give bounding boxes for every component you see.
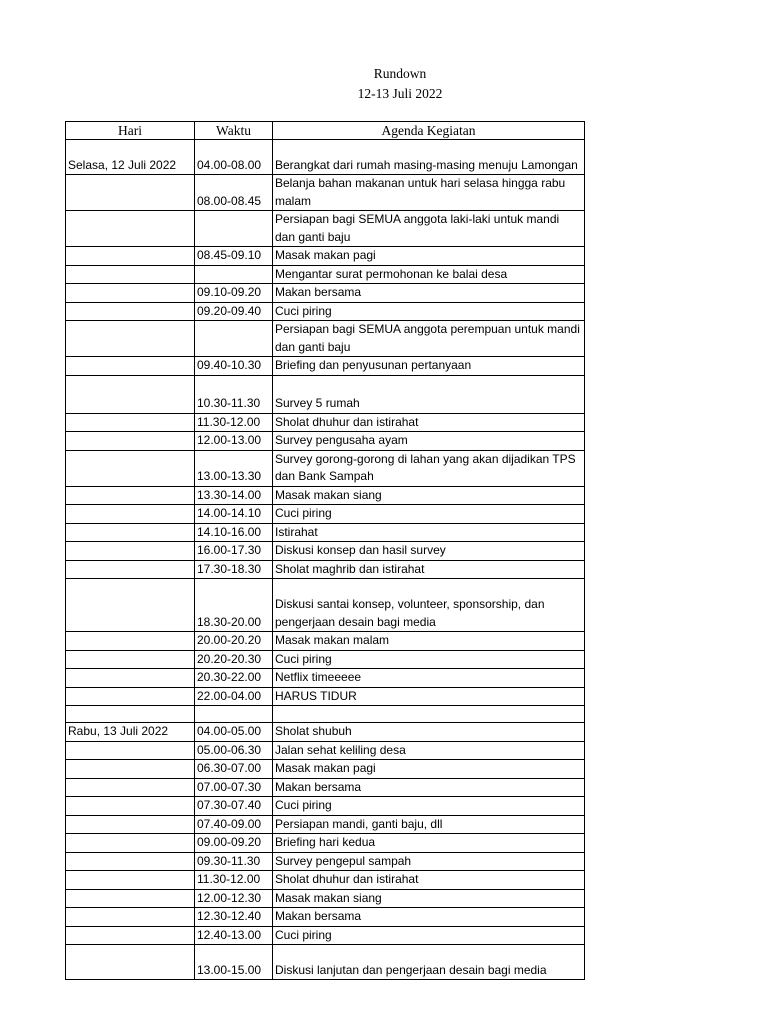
time-cell: 05.00-06.30 <box>195 741 273 760</box>
time-cell: 07.00-07.30 <box>195 778 273 797</box>
time-cell: 18.30-20.00 <box>195 579 273 632</box>
time-cell: 20.00-20.20 <box>195 632 273 651</box>
day-cell <box>66 741 195 760</box>
document-subtitle: 12-13 Juli 2022 <box>357 86 443 101</box>
day-cell <box>66 302 195 321</box>
agenda-cell: Diskusi lanjutan dan pengerjaan desain bagi media <box>273 945 585 980</box>
day-cell <box>66 523 195 542</box>
table-row <box>66 265 585 284</box>
day-cell <box>66 265 195 284</box>
header-waktu: Waktu <box>195 122 273 140</box>
time-cell: 04.00-05.00 <box>195 723 273 742</box>
agenda-cell: Mengantar surat permohonan ke balai desa <box>273 265 585 284</box>
day-cell <box>66 413 195 432</box>
time-cell: 12.00-12.30 <box>195 889 273 908</box>
time-cell: 04.00-08.00 <box>195 140 273 175</box>
table-row <box>66 140 585 175</box>
table-row <box>66 871 585 890</box>
time-cell <box>195 265 273 284</box>
agenda-cell: Sholat dhuhur dan istirahat <box>273 871 585 890</box>
agenda-cell: Istirahat <box>273 523 585 542</box>
day-cell <box>66 175 195 211</box>
table-row <box>66 247 585 266</box>
day-cell <box>66 357 195 376</box>
table-row <box>66 579 585 632</box>
time-cell: 07.30-07.40 <box>195 797 273 816</box>
table-row <box>66 175 585 211</box>
agenda-cell: Survey pengusaha ayam <box>273 432 585 451</box>
table-row <box>66 723 585 742</box>
time-cell: 22.00-04.00 <box>195 687 273 706</box>
table-row <box>66 486 585 505</box>
table-row <box>66 852 585 871</box>
table-row <box>66 505 585 524</box>
time-cell: 13.00-15.00 <box>195 945 273 980</box>
time-cell: 09.40-10.30 <box>195 357 273 376</box>
agenda-cell: Cuci piring <box>273 505 585 524</box>
day-cell <box>66 632 195 651</box>
agenda-cell: HARUS TIDUR <box>273 687 585 706</box>
table-row <box>66 211 585 247</box>
table-row <box>66 357 585 376</box>
agenda-cell: Masak makan malam <box>273 632 585 651</box>
header-hari: Hari <box>66 122 195 140</box>
table-row <box>66 560 585 579</box>
agenda-cell: Sholat shubuh <box>273 723 585 742</box>
day-cell <box>66 432 195 451</box>
agenda-cell: Netflix timeeeee <box>273 669 585 688</box>
table-header-row <box>66 122 585 140</box>
agenda-cell: Masak makan siang <box>273 486 585 505</box>
table-row <box>66 542 585 561</box>
time-cell: 17.30-18.30 <box>195 560 273 579</box>
day-cell: Rabu, 13 Juli 2022 <box>66 723 195 742</box>
agenda-cell: Briefing dan penyusunan pertanyaan <box>273 357 585 376</box>
day-cell <box>66 926 195 945</box>
table-row <box>66 908 585 927</box>
table-row <box>66 687 585 706</box>
table-row <box>66 778 585 797</box>
day-cell <box>66 889 195 908</box>
table-row <box>66 741 585 760</box>
time-cell: 08.00-08.45 <box>195 175 273 211</box>
table-row <box>66 284 585 303</box>
day-cell <box>66 247 195 266</box>
agenda-cell: Diskusi santai konsep, volunteer, sponsorship, dan pengerjaan desain bagi media <box>273 579 585 632</box>
table-row <box>66 815 585 834</box>
day-cell <box>66 450 195 486</box>
agenda-cell: Cuci piring <box>273 797 585 816</box>
day-cell <box>66 945 195 980</box>
day-cell: Selasa, 12 Juli 2022 <box>66 140 195 175</box>
day-cell <box>66 815 195 834</box>
time-cell: 12.00-13.00 <box>195 432 273 451</box>
table-row <box>66 375 585 413</box>
table-row <box>66 650 585 669</box>
time-cell <box>195 321 273 357</box>
time-cell: 13.00-13.30 <box>195 450 273 486</box>
agenda-cell: Berangkat dari rumah masing-masing menuju Lamongan <box>273 140 585 175</box>
agenda-cell: Belanja bahan makanan untuk hari selasa hingga rabu malam <box>273 175 585 211</box>
agenda-cell: Survey pengepul sampah <box>273 852 585 871</box>
time-cell: 09.00-09.20 <box>195 834 273 853</box>
time-cell: 11.30-12.00 <box>195 871 273 890</box>
table-row <box>66 413 585 432</box>
agenda-cell: Diskusi konsep dan hasil survey <box>273 542 585 561</box>
agenda-cell: Cuci piring <box>273 926 585 945</box>
agenda-cell: Sholat maghrib dan istirahat <box>273 560 585 579</box>
agenda-cell: Survey 5 rumah <box>273 375 585 413</box>
day-cell <box>66 706 195 723</box>
time-cell: 14.00-14.10 <box>195 505 273 524</box>
table-row <box>66 797 585 816</box>
time-cell <box>195 706 273 723</box>
agenda-cell: Masak makan pagi <box>273 247 585 266</box>
day-cell <box>66 505 195 524</box>
rundown-table <box>65 121 585 980</box>
day-cell <box>66 211 195 247</box>
time-cell: 07.40-09.00 <box>195 815 273 834</box>
time-cell: 20.30-22.00 <box>195 669 273 688</box>
day-cell <box>66 852 195 871</box>
time-cell: 09.30-11.30 <box>195 852 273 871</box>
agenda-cell: Persiapan bagi SEMUA anggota perempuan untuk mandi dan ganti baju <box>273 321 585 357</box>
table-row <box>66 889 585 908</box>
day-cell <box>66 778 195 797</box>
day-cell <box>66 650 195 669</box>
day-cell <box>66 321 195 357</box>
table-row <box>66 834 585 853</box>
agenda-cell: Jalan sehat keliling desa <box>273 741 585 760</box>
agenda-cell <box>273 706 585 723</box>
agenda-cell: Survey gorong-gorong di lahan yang akan dijadikan TPS dan Bank Sampah <box>273 450 585 486</box>
agenda-cell: Masak makan siang <box>273 889 585 908</box>
agenda-cell: Persiapan bagi SEMUA anggota laki-laki untuk mandi dan ganti baju <box>273 211 585 247</box>
agenda-cell: Persiapan mandi, ganti baju, dll <box>273 815 585 834</box>
time-cell: 10.30-11.30 <box>195 375 273 413</box>
table-row <box>66 945 585 980</box>
day-cell <box>66 687 195 706</box>
time-cell: 11.30-12.00 <box>195 413 273 432</box>
table-row <box>66 669 585 688</box>
agenda-cell: Cuci piring <box>273 302 585 321</box>
agenda-cell: Cuci piring <box>273 650 585 669</box>
table-row <box>66 321 585 357</box>
table-row <box>66 632 585 651</box>
day-cell <box>66 908 195 927</box>
table-row <box>66 432 585 451</box>
time-cell: 08.45-09.10 <box>195 247 273 266</box>
day-cell <box>66 542 195 561</box>
table-row <box>66 760 585 779</box>
table-row <box>66 523 585 542</box>
header-agenda: Agenda Kegiatan <box>273 122 585 140</box>
day-cell <box>66 834 195 853</box>
agenda-cell: Sholat dhuhur dan istirahat <box>273 413 585 432</box>
table-row <box>66 926 585 945</box>
day-cell <box>66 871 195 890</box>
time-cell: 12.40-13.00 <box>195 926 273 945</box>
time-cell: 13.30-14.00 <box>195 486 273 505</box>
time-cell: 06.30-07.00 <box>195 760 273 779</box>
time-cell <box>195 211 273 247</box>
table-row <box>66 450 585 486</box>
day-cell <box>66 284 195 303</box>
day-cell <box>66 669 195 688</box>
table-row <box>66 302 585 321</box>
day-cell <box>66 797 195 816</box>
time-cell: 09.10-09.20 <box>195 284 273 303</box>
day-cell <box>66 579 195 632</box>
agenda-cell: Makan bersama <box>273 908 585 927</box>
agenda-cell: Masak makan pagi <box>273 760 585 779</box>
table-row <box>66 706 585 723</box>
agenda-cell: Makan bersama <box>273 284 585 303</box>
day-cell <box>66 375 195 413</box>
time-cell: 16.00-17.30 <box>195 542 273 561</box>
document-title: Rundown <box>373 66 427 81</box>
day-cell <box>66 560 195 579</box>
agenda-cell: Makan bersama <box>273 778 585 797</box>
time-cell: 12.30-12.40 <box>195 908 273 927</box>
time-cell: 20.20-20.30 <box>195 650 273 669</box>
time-cell: 09.20-09.40 <box>195 302 273 321</box>
day-cell <box>66 760 195 779</box>
day-cell <box>66 486 195 505</box>
time-cell: 14.10-16.00 <box>195 523 273 542</box>
agenda-cell: Briefing hari kedua <box>273 834 585 853</box>
